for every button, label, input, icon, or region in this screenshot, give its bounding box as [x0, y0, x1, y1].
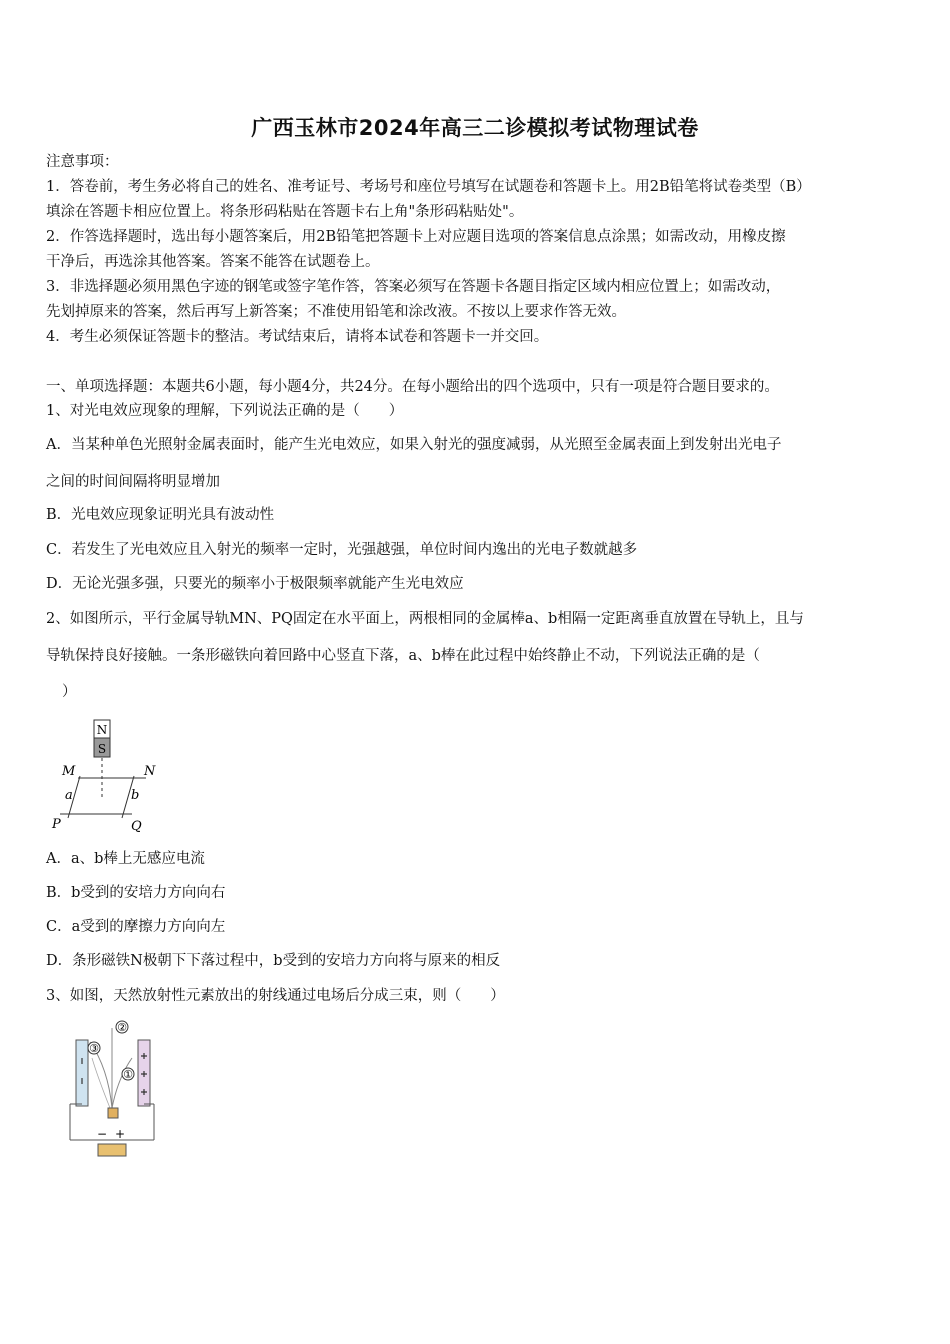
q2-option-d: D．条形磁铁N极朝下下落过程中，b受到的安培力方向将与原来的相反 — [46, 953, 501, 969]
label-n: N — [144, 764, 156, 779]
notice-item: 先划掉原来的答案，然后再写上新答案；不准使用铅笔和涂改液。不按以上要求作答无效。 — [46, 304, 626, 320]
q1-option-a-line2: 之间的时间间隔将明显增加 — [46, 474, 220, 490]
page-title: 广西玉林市2024年高三二诊模拟考试物理试卷 — [251, 116, 699, 140]
q1-option-c: C．若发生了光电效应且入射光的频率一定时，光强越强，单位时间内逸出的光电子数就越多 — [46, 542, 638, 558]
notice-item: 填涂在答题卡相应位置上。将条形码粘贴在答题卡右上角"条形码粘贴处"。 — [46, 204, 524, 220]
magnet-n-label: N — [96, 723, 108, 737]
battery-plus-label: + — [114, 1127, 126, 1141]
q1-option-d: D．无论光强多强，只要光的频率小于极限频率就能产生光电效应 — [46, 576, 464, 592]
question-1-stem: 1、对光电效应现象的理解，下列说法正确的是（ ） — [46, 403, 404, 419]
question-2-stem-line2: 导轨保持良好接触。一条形磁铁向着回路中心竖直下落，a、b棒在此过程中始终静止不动，下列说法正确的是（ — [46, 648, 760, 664]
question-2-stem-line1: 2、如图所示，平行金属导轨MN、PQ固定在水平面上，两根相同的金属棒a、b相隔一定距离垂直放置在导轨上，且与 — [46, 611, 804, 627]
label-q: Q — [131, 819, 142, 834]
label-b: b — [131, 788, 140, 803]
notice-heading: 注意事项： — [46, 154, 119, 170]
radiation-field-figure — [62, 1018, 162, 1160]
label-a: a — [65, 788, 73, 803]
label-m: M — [62, 764, 76, 779]
question-3-stem: 3、如图，天然放射性元素放出的射线通过电场后分成三束，则（ ） — [46, 988, 505, 1004]
notice-item: 3．非选择题必须用黑色字迹的钢笔或签字笔作答，答案必须写在答题卡各题目指定区域内相应位置上；如需改动， — [46, 279, 781, 295]
ray-1 — [112, 1058, 132, 1108]
notice-item: 4．考生必须保证答题卡的整洁。考试结束后，请将本试卷和答题卡一并交回。 — [46, 329, 549, 345]
ray-2-label: ② — [117, 1021, 127, 1034]
battery — [98, 1144, 126, 1156]
negative-plate — [76, 1040, 88, 1106]
q2-option-a: A．a、b棒上无感应电流 — [46, 851, 205, 867]
label-p: P — [52, 817, 61, 832]
magnet-s-label: S — [97, 742, 107, 756]
question-2-stem-line3: ） — [62, 684, 77, 700]
notice-item: 1．答卷前，考生务必将自己的姓名、准考证号、考场号和座位号填写在试题卷和答题卡上。用2B铅笔将试卷类型（B） — [46, 179, 811, 195]
magnet-rail-figure — [50, 718, 170, 836]
battery-minus-label: − — [96, 1127, 108, 1141]
notice-item: 干净后，再选涂其他答案。答案不能答在试题卷上。 — [46, 254, 380, 270]
notice-item: 2．作答选择题时，选出每小题答案后，用2B铅笔把答题卡上对应题目选项的答案信息点涂黑；如需改动，用橡皮擦 — [46, 229, 786, 245]
q2-option-c: C．a受到的摩擦力方向向左 — [46, 919, 226, 935]
q1-option-b: B．光电效应现象证明光具有波动性 — [46, 507, 275, 523]
ray-1-label: ① — [123, 1068, 133, 1081]
section-heading: 一、单项选择题：本题共6小题，每小题4分，共24分。在每小题给出的四个选项中，只有一项是符合题目要求的。 — [46, 379, 779, 395]
radioactive-source — [108, 1108, 118, 1118]
q1-option-a-line1: A．当某种单色光照射金属表面时，能产生光电效应，如果入射光的强度减弱，从光照至金属表面上到发射出光电子 — [46, 437, 782, 453]
q2-option-b: B．b受到的安培力方向向右 — [46, 885, 226, 901]
ray-3-label: ③ — [89, 1042, 99, 1055]
